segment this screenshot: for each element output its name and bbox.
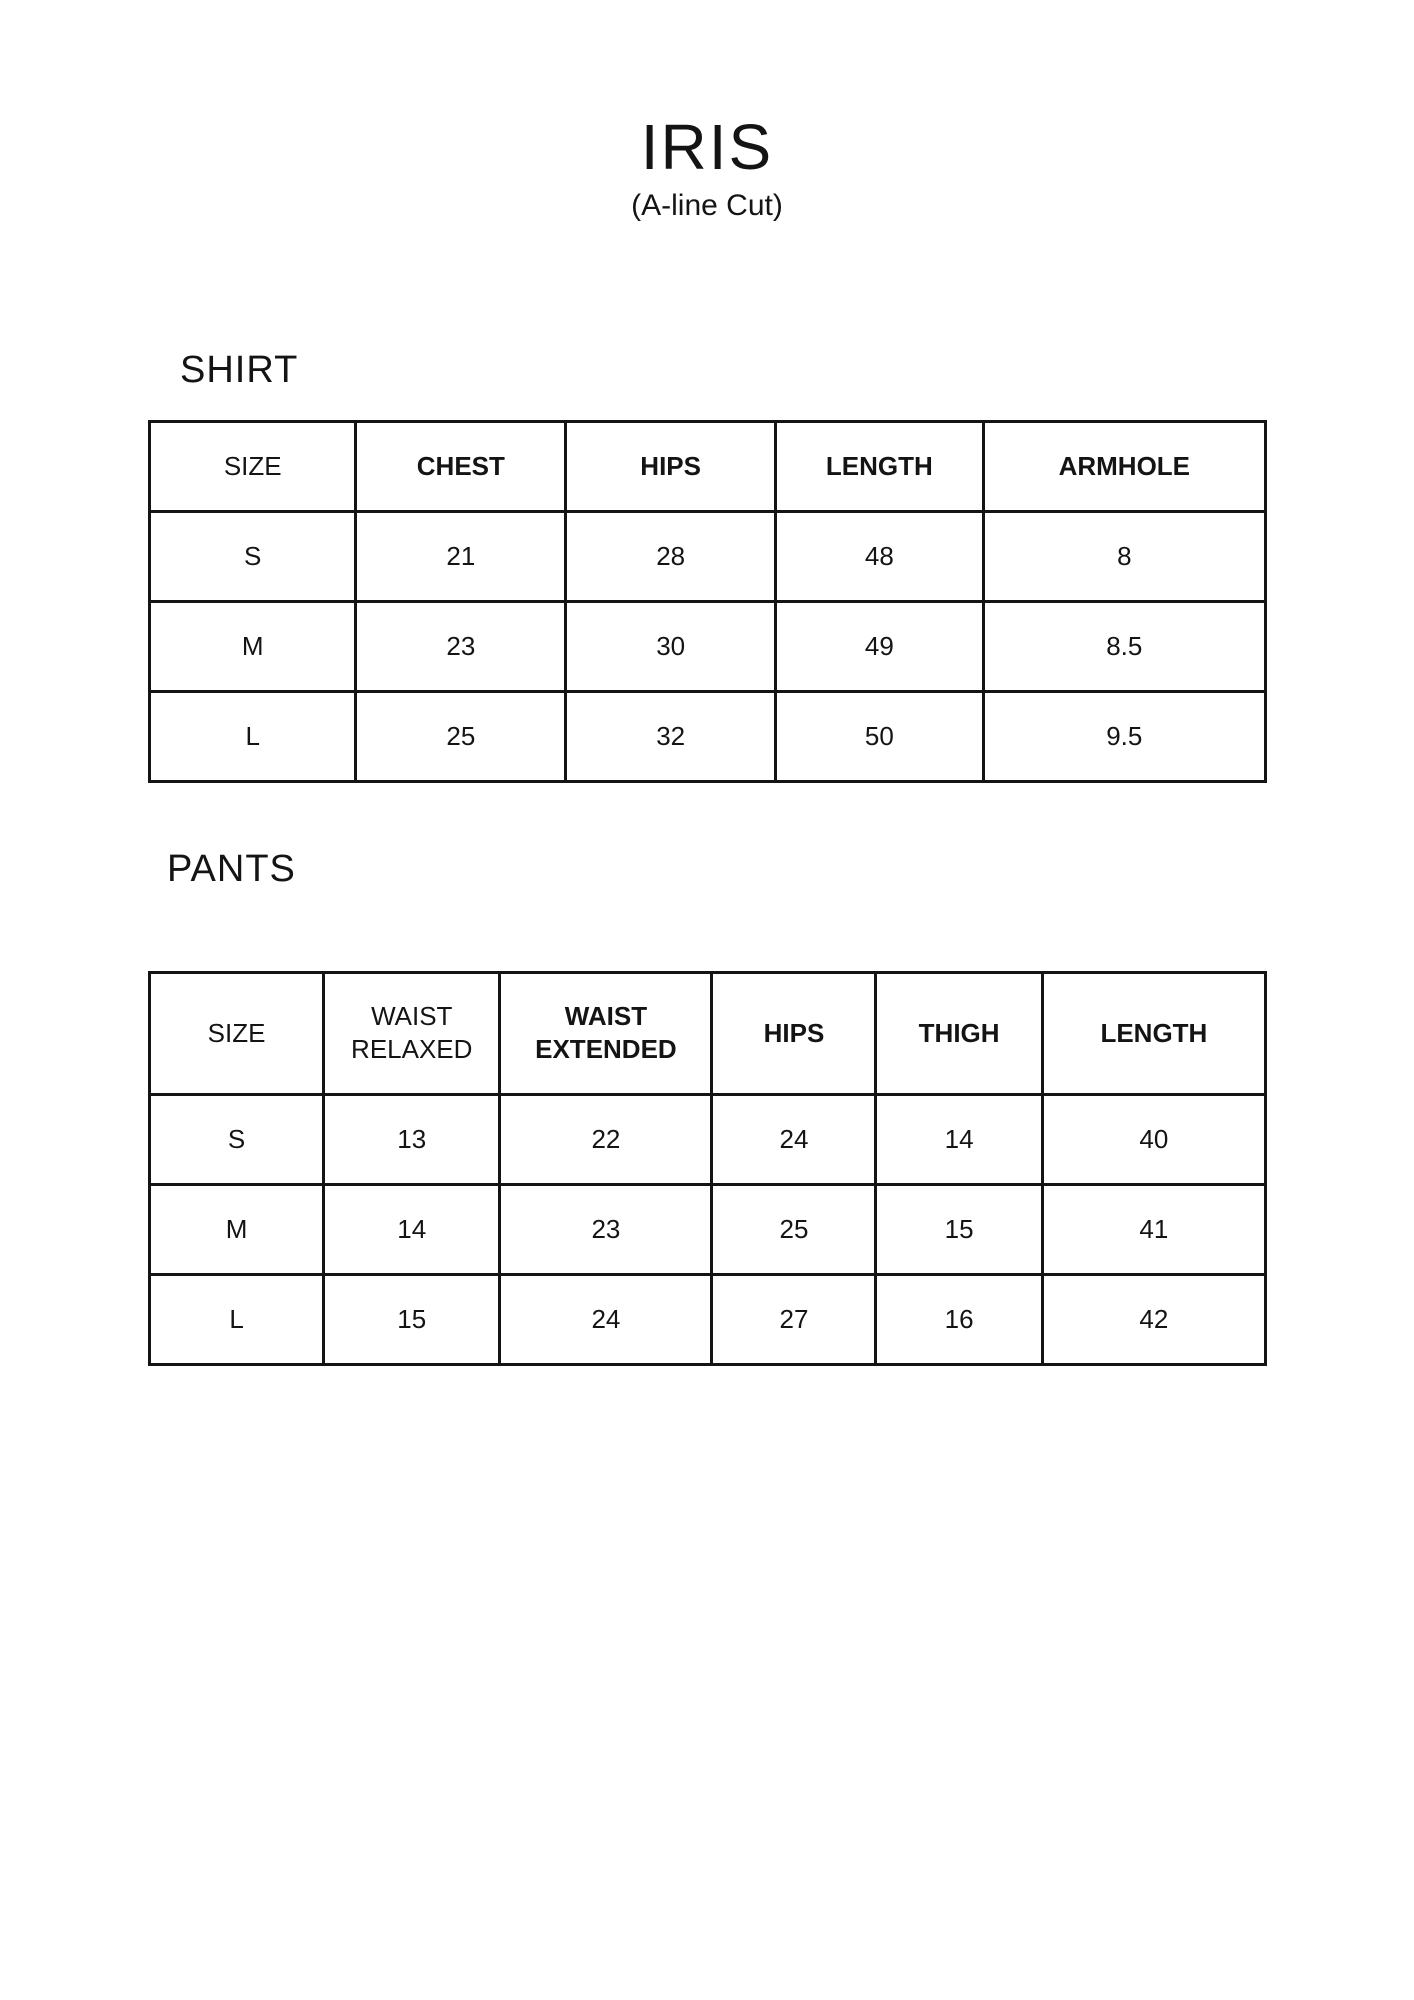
value-cell: 41 [1042, 1184, 1265, 1274]
value-cell: 23 [500, 1184, 712, 1274]
size-cell: S [150, 512, 356, 602]
table-row [150, 602, 1266, 692]
value-cell: 15 [876, 1184, 1042, 1274]
size-cell: M [150, 1184, 324, 1274]
value-cell: 49 [776, 602, 984, 692]
table-row [150, 1274, 1266, 1364]
table-row [150, 512, 1266, 602]
value-cell: 50 [776, 692, 984, 782]
value-cell: 28 [566, 512, 776, 602]
value-cell: 40 [1042, 1094, 1265, 1184]
value-cell: 23 [356, 602, 566, 692]
value-cell: 8.5 [983, 602, 1265, 692]
header-row [150, 972, 1266, 1094]
column-header-size: SIZE [150, 972, 324, 1094]
value-cell: 16 [876, 1274, 1042, 1364]
value-cell: 25 [712, 1184, 876, 1274]
column-header-thigh: THIGH [876, 972, 1042, 1094]
column-header-waist-extended: WAIST EXTENDED [500, 972, 712, 1094]
value-cell: 24 [712, 1094, 876, 1184]
column-header-hips: HIPS [566, 422, 776, 512]
value-cell: 8 [983, 512, 1265, 602]
value-cell: 27 [712, 1274, 876, 1364]
value-cell: 25 [356, 692, 566, 782]
pants-section-heading: PANTS [167, 848, 296, 891]
value-cell: 24 [500, 1274, 712, 1364]
value-cell: 32 [566, 692, 776, 782]
header-row [150, 422, 1266, 512]
column-header-length: LENGTH [1042, 972, 1265, 1094]
value-cell: 22 [500, 1094, 712, 1184]
value-cell: 14 [324, 1184, 500, 1274]
column-header-waist-relaxed: WAIST RELAXED [324, 972, 500, 1094]
size-cell: S [150, 1094, 324, 1184]
table-row [150, 1184, 1266, 1274]
value-cell: 14 [876, 1094, 1042, 1184]
shirt-section-heading: SHIRT [180, 349, 299, 392]
column-header-length: LENGTH [776, 422, 984, 512]
pants-size-table [148, 971, 1267, 1366]
page-subtitle: (A-line Cut) [631, 189, 783, 223]
value-cell: 15 [324, 1274, 500, 1364]
size-cell: L [150, 692, 356, 782]
page-title: IRIS [640, 111, 774, 183]
value-cell: 42 [1042, 1274, 1265, 1364]
value-cell: 13 [324, 1094, 500, 1184]
size-cell: L [150, 1274, 324, 1364]
value-cell: 21 [356, 512, 566, 602]
value-cell: 9.5 [983, 692, 1265, 782]
column-header-hips: HIPS [712, 972, 876, 1094]
value-cell: 48 [776, 512, 984, 602]
column-header-chest: CHEST [356, 422, 566, 512]
column-header-size: SIZE [150, 422, 356, 512]
column-header-armhole: ARMHOLE [983, 422, 1265, 512]
shirt-size-table [148, 420, 1267, 783]
value-cell: 30 [566, 602, 776, 692]
table-row [150, 1094, 1266, 1184]
table-row [150, 692, 1266, 782]
size-cell: M [150, 602, 356, 692]
